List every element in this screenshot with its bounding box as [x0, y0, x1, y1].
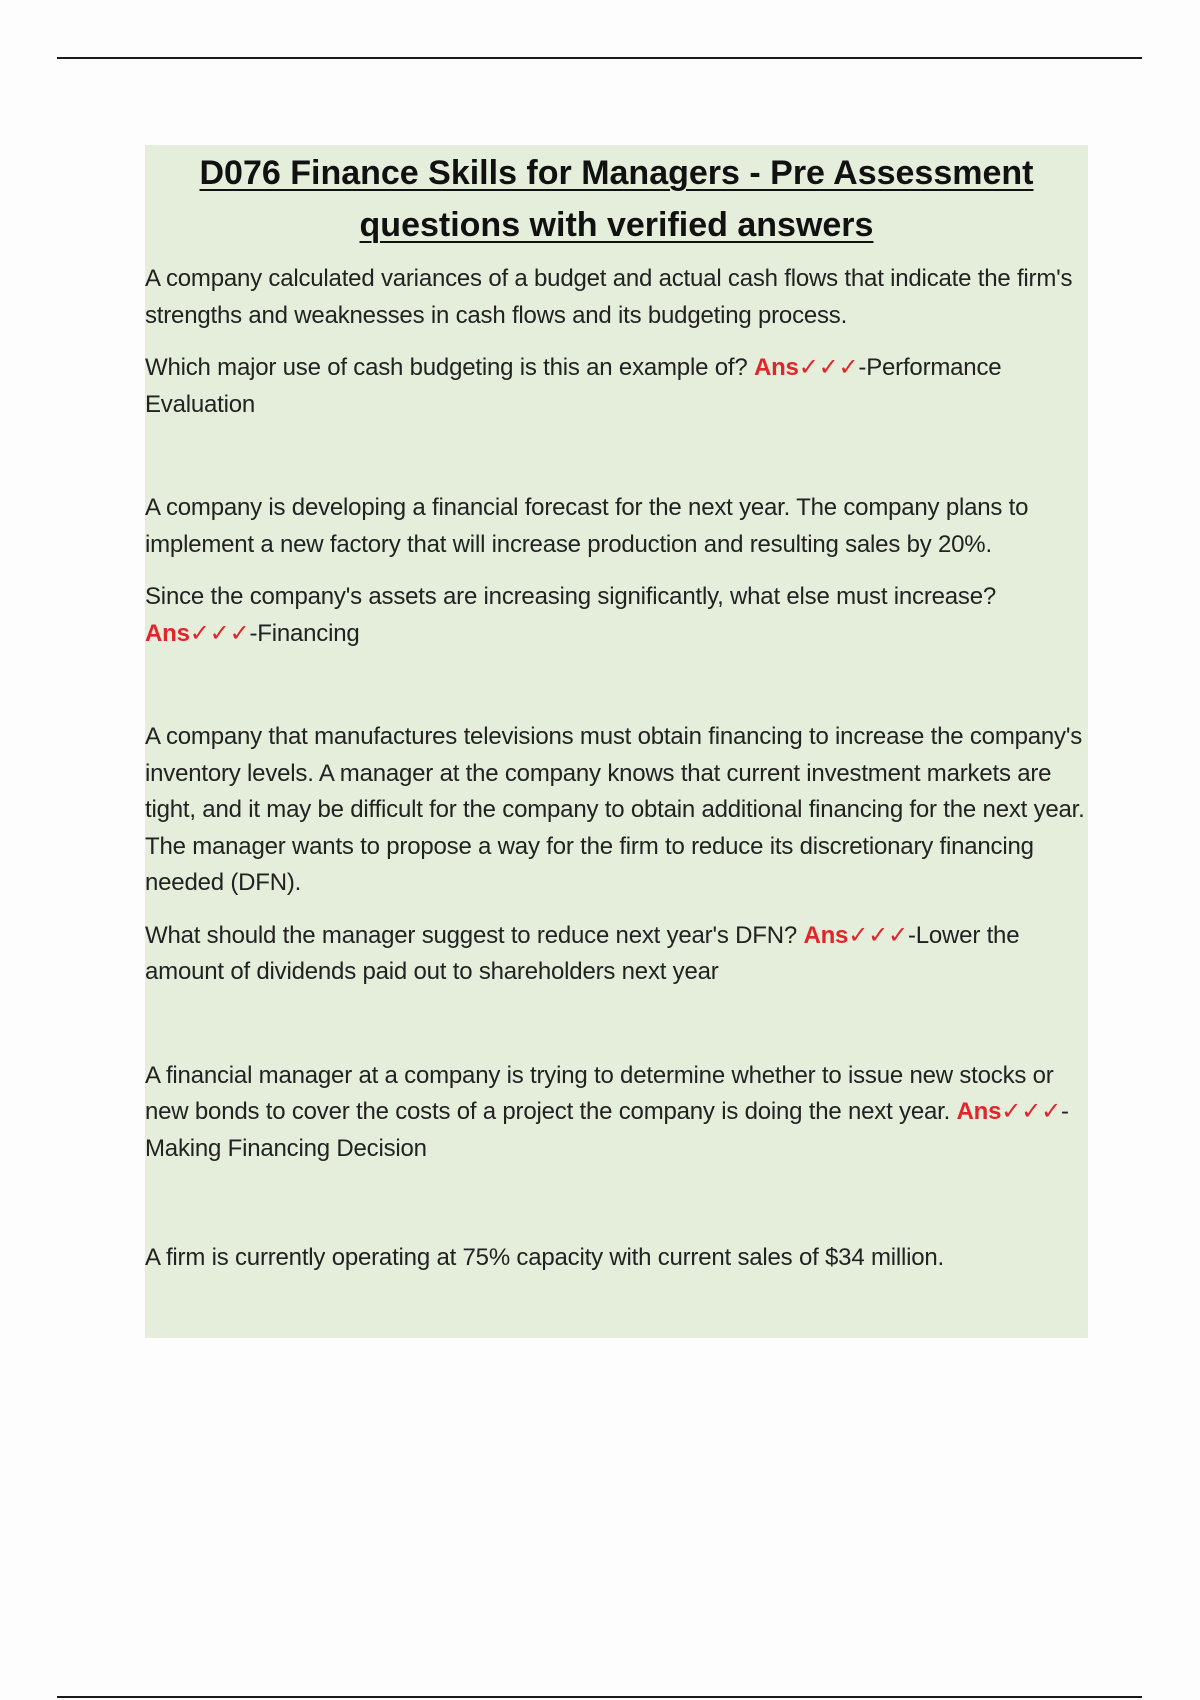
footer-rule	[57, 1696, 1142, 1698]
answer-label: Ans	[956, 1098, 1002, 1125]
answer-text: -Making Financing Decision	[145, 1098, 1069, 1162]
document-title: D076 Finance Skills for Managers - Pre Assessment questions with verified answers	[199, 154, 1034, 244]
question-context: A company calculated variances of a budget and actual cash flows that indicate the firm's strengths and weaknesses in cash flows and its budgeting process.	[145, 265, 1073, 329]
check-icon: ✓✓✓	[1001, 1098, 1062, 1125]
question-answer	[145, 1058, 1088, 1168]
answer-text: -Financing	[249, 619, 360, 647]
answer-label: Ans	[145, 619, 190, 647]
trailing-question-text: A firm is currently operating at 75% capacity with current sales of $34 million.	[145, 1244, 945, 1271]
question-answer	[145, 579, 1088, 652]
question-answer	[145, 918, 1088, 991]
question-text: A financial manager at a company is trying to determine whether to issue new stocks or new bonds to cover the costs of a project the company is doing the next year.	[145, 1061, 1054, 1125]
question-text: Since the company's assets are increasing significantly, what else must increase?	[145, 583, 997, 610]
answer-label: Ans	[803, 921, 849, 949]
document-body	[145, 145, 1088, 1293]
question-context: A company that manufactures televisions must obtain financing to increase the company's inventory levels. A manager at the company knows that current investment markets are tight, and it may be difficult for the company to obtain additional financing for the next year. The manager wants to propose a way for the firm to reduce its discretionary financing needed (DFN).	[145, 723, 1085, 896]
question-text: What should the manager suggest to reduce next year's DFN?	[145, 921, 797, 949]
check-icon: ✓✓✓	[798, 354, 859, 381]
question-context: A company is developing a financial forecast for the next year. The company plans to implement a new factory that will increase production and resulting sales by 20%.	[145, 494, 1029, 558]
check-icon: ✓✓✓	[848, 921, 908, 949]
answer-text: -Performance Evaluation	[145, 354, 1002, 418]
question-answer	[145, 350, 1088, 423]
check-icon: ✓✓✓	[189, 619, 250, 647]
answer-text: -Lower the amount of dividends paid out to shareholders next year	[145, 921, 1020, 985]
answer-label: Ans	[753, 354, 799, 381]
question-text: Which major use of cash budgeting is this an example of?	[145, 354, 748, 381]
header-rule	[57, 57, 1142, 59]
